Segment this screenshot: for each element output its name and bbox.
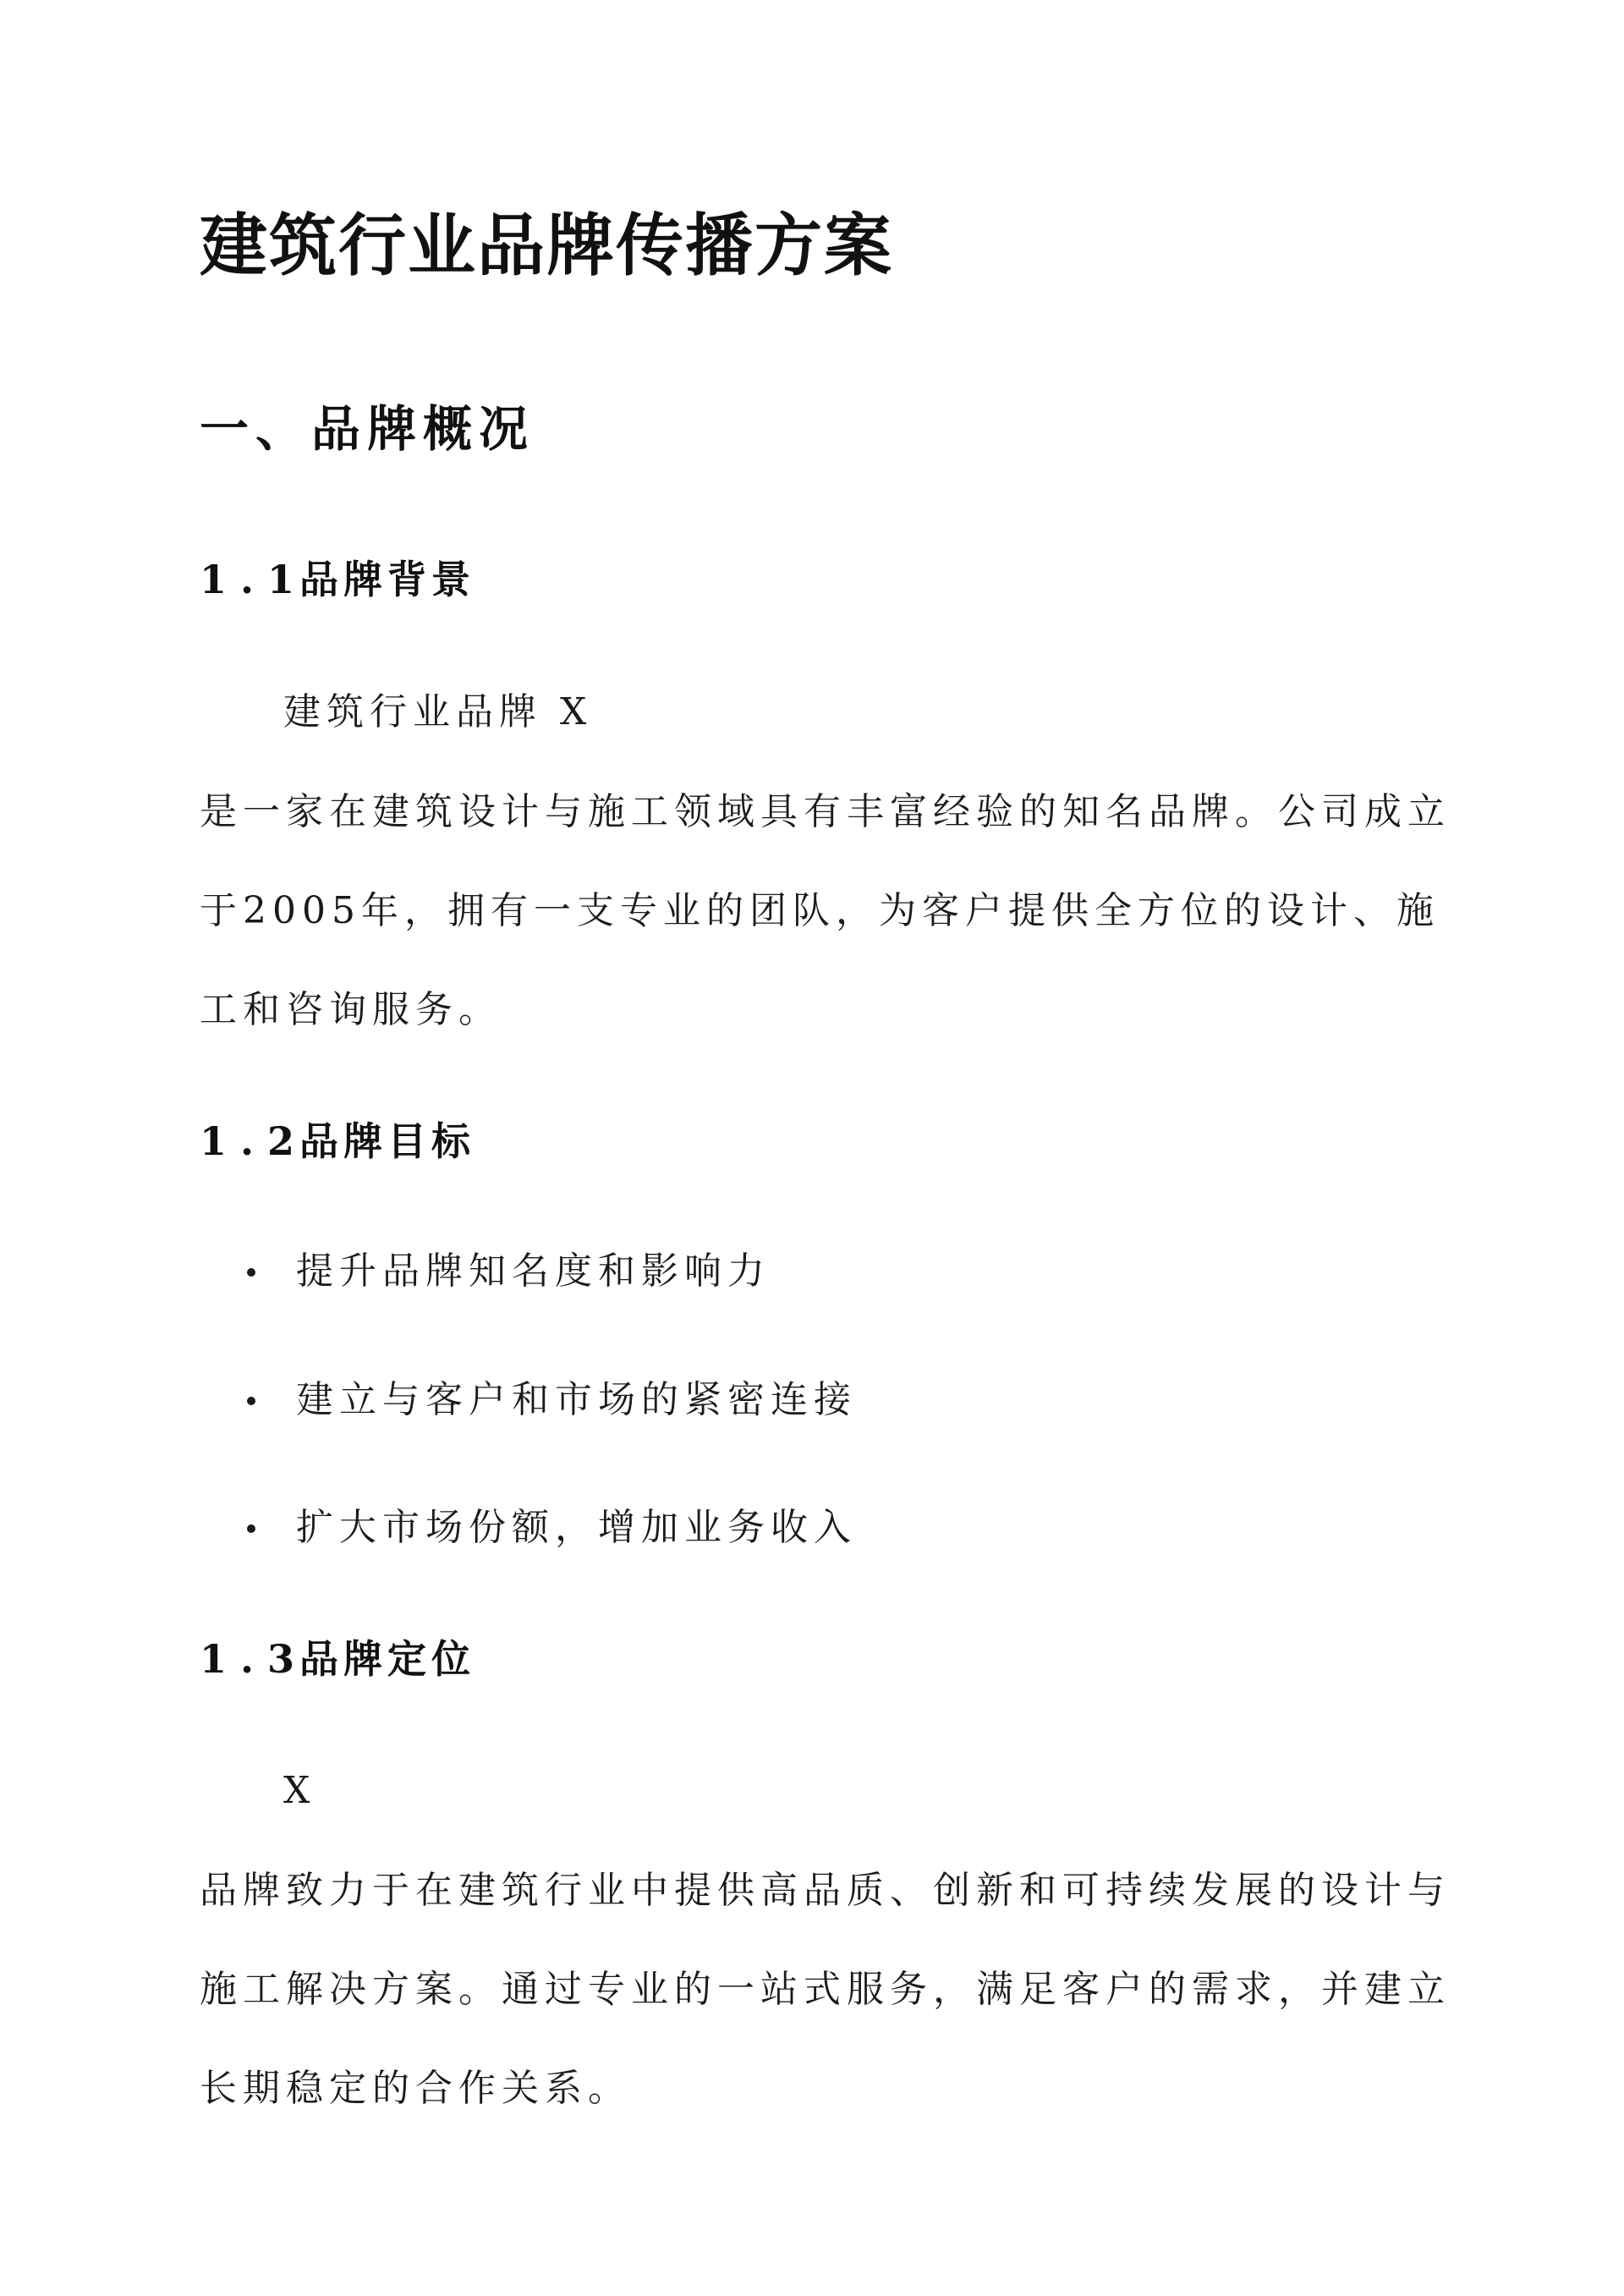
- section-heading-brand-overview: 一、品牌概况: [200, 400, 535, 458]
- paragraph-line: 品牌致力于在建筑行业中提供高品质、创新和可持续发展的设计与: [200, 1869, 1451, 1912]
- list-item-text: 提升品牌知名度和影响力: [296, 1250, 771, 1293]
- paragraph-line: 是一家在建筑设计与施工领域具有丰富经验的知名品牌。公司成立: [200, 790, 1451, 833]
- paragraph-line: 工和咨询服务。: [200, 988, 502, 1031]
- paragraph-intro-line: 建筑行业品牌 X: [283, 690, 593, 733]
- subsection-label: 品牌背景: [299, 557, 475, 602]
- list-item: [247, 1250, 771, 1293]
- paragraph-intro-line: X: [283, 1769, 316, 1812]
- subsection-label: 品牌定位: [299, 1636, 475, 1682]
- subsection-number: 1.3: [200, 1636, 309, 1682]
- list-item-text: 建立与客户和市场的紧密连接: [296, 1378, 857, 1421]
- subsection-heading-1-2: [200, 1118, 475, 1164]
- subsection-number: 1.2: [200, 1118, 309, 1164]
- subsection-heading-1-3: [200, 1636, 475, 1682]
- document-title: 建筑行业品牌传播方案: [200, 206, 893, 285]
- paragraph-line: 于2005年，拥有一支专业的团队，为客户提供全方位的设计、施: [200, 889, 1440, 932]
- bullet-icon: [247, 1268, 255, 1277]
- list-item-text: 扩大市场份额，增加业务收入: [296, 1506, 857, 1549]
- paragraph-line: 施工解决方案。通过专业的一站式服务，满足客户的需求，并建立: [200, 1968, 1451, 2011]
- paragraph-line: 长期稳定的合作关系。: [200, 2067, 631, 2110]
- subsection-label: 品牌目标: [299, 1118, 475, 1164]
- subsection-heading-1-1: [200, 557, 475, 602]
- bullet-icon: [247, 1397, 255, 1405]
- list-item: [247, 1378, 857, 1421]
- subsection-number: 1.1: [200, 557, 309, 602]
- list-item: [247, 1506, 857, 1549]
- bullet-icon: [247, 1524, 255, 1533]
